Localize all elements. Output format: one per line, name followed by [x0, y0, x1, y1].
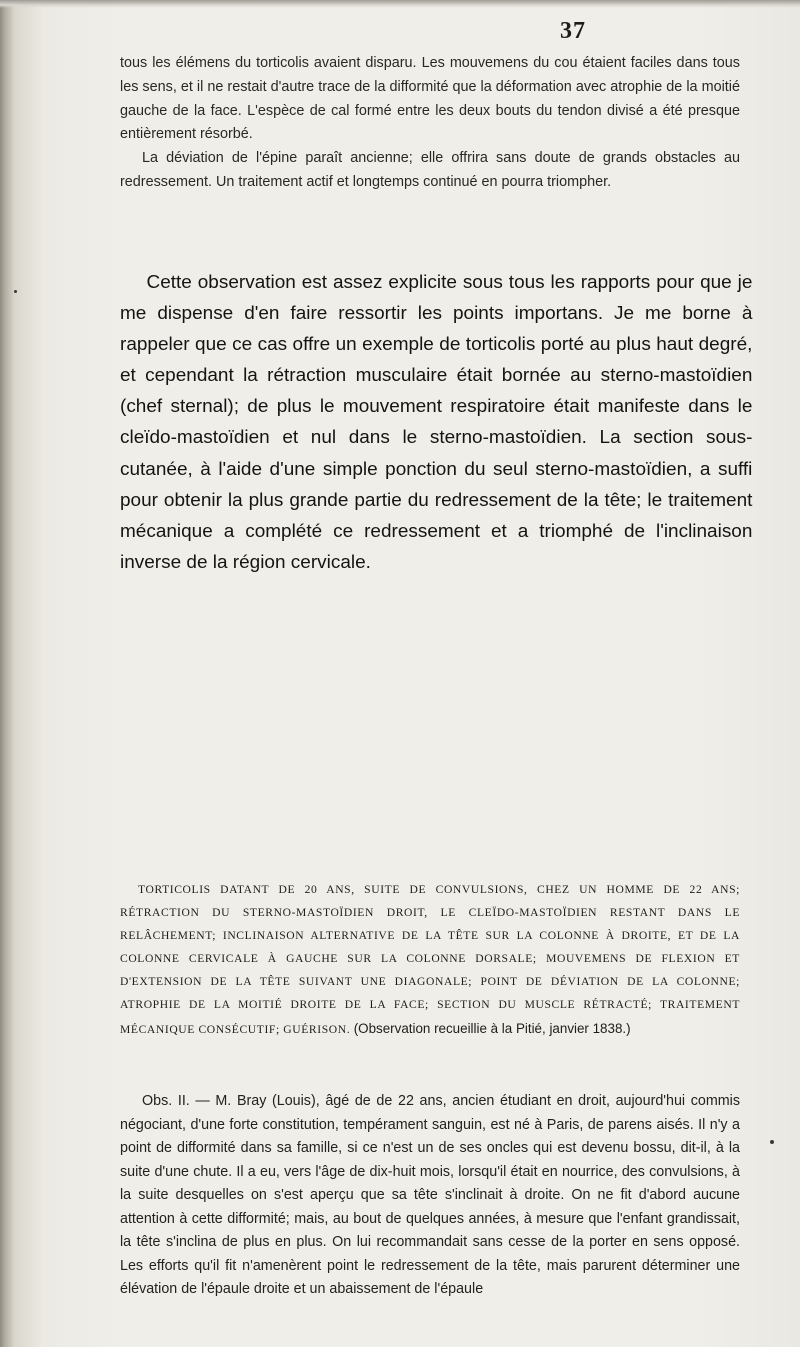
paper-speck [14, 290, 17, 293]
observation-heading-caps: TORTICOLIS DATANT DE 20 ANS, SUITE DE CONVULSIONS, CHEZ UN HOMME DE 22 ANS; RÉTRACTION DU STERNO-MASTOÏDIEN DROIT, LE CLEÏDO-MASTOÏDIEN RESTANT DANS LE RELÂCHEMENT; INCLINAISON ALTERNATIVE DE LA TÊTE SUR LA COLONNE À DROITE, ET DE LA COLONNE CERVICALE À GAUCHE SUR LA COLONNE DORSALE; MOUVEMENS DE FLEXION ET D'EXTENSION DE LA TÊTE SUIVANT UNE DIAGONALE; POINT DE DÉVIATION DE LA COLONNE; ATROPHIE DE LA MOITIÉ DROITE DE LA FACE; SECTION DU MUSCLE RÉTRACTÉ; TRAITEMENT MÉCANIQUE CONSÉCUTIF; GUÉRISON. [120, 883, 740, 1036]
page-top-shadow [0, 0, 800, 8]
page-number: 37 [560, 18, 586, 44]
observation-heading [120, 878, 740, 1041]
page-spine-shadow [0, 0, 14, 1347]
observation-paragraph: Obs. II. — M. Bray (Louis), âgé de de 22 ans, ancien étudiant en droit, aujourd'hui commis négociant, d'une forte constitution, tempérament sanguin, est né à Paris, de parens aisés. Il n'y a point de difformité dans sa famille, si ce n'est un de ses oncles qui est devenu bossu, dit-il, à la suite d'une chute. Il a eu, vers l'âge de dix-huit mois, lorsqu'il était en nourrice, des convulsions, à la suite desquelles on s'est aperçu que sa tête s'inclinait à droite. On ne fit d'abord aucune attention à cette difformité; mais, au bout de quelques années, à mesure que l'enfant grandissait, la tête s'inclina de plus en plus. On lui recommandait sans cesse de la porter en sens opposé. Les efforts qu'il fit n'amenèrent point le redressement de la tête, mais parurent déterminer une élévation de l'épaule droite et un abaissement de l'épaule [120, 1093, 740, 1297]
intro-paragraph-2: La déviation de l'épine paraît ancienne; elle offrira sans doute de grands obstacles au redressement. Un traitement actif et longtemps continué en pourra triompher. [120, 150, 740, 190]
intro-text-block [120, 52, 740, 195]
observation-heading-note: (Observation recueillie à la Pitié, janvier 1838.) [353, 1020, 631, 1036]
main-paragraph: Cette observation est assez explicite sous tous les rapports pour que je me dispense d'en faire ressortir les points importans. Je me borne à rappeler que ce cas offre un exemple de torticolis porté au plus haut degré, et cependant la rétraction musculaire était bornée au sterno-mastoïdien (chef sternal); de plus le mouvement respiratoire était manifeste dans le cleïdo-mastoïdien et nul dans le sterno-mastoïdien. La section sous-cutanée, à l'aide d'une simple ponction du seul sterno-mastoïdien, a suffi pour obtenir la plus grande partie du redressement de la tête; le traitement mécanique a complété ce redressement et a triomphé de l'inclinaison inverse de la région cervicale. [120, 271, 753, 572]
paper-speck [770, 1140, 774, 1144]
intro-paragraph-1: tous les élémens du torticolis avaient disparu. Les mouvemens du cou étaient faciles dans tous les sens, et il ne restait d'autre trace de la difformité que la déformation avec atrophie de la moitié gauche de la face. L'espèce de cal formé entre les deux bouts du tendon divisé a été presque entièrement résorbé. [120, 55, 740, 143]
